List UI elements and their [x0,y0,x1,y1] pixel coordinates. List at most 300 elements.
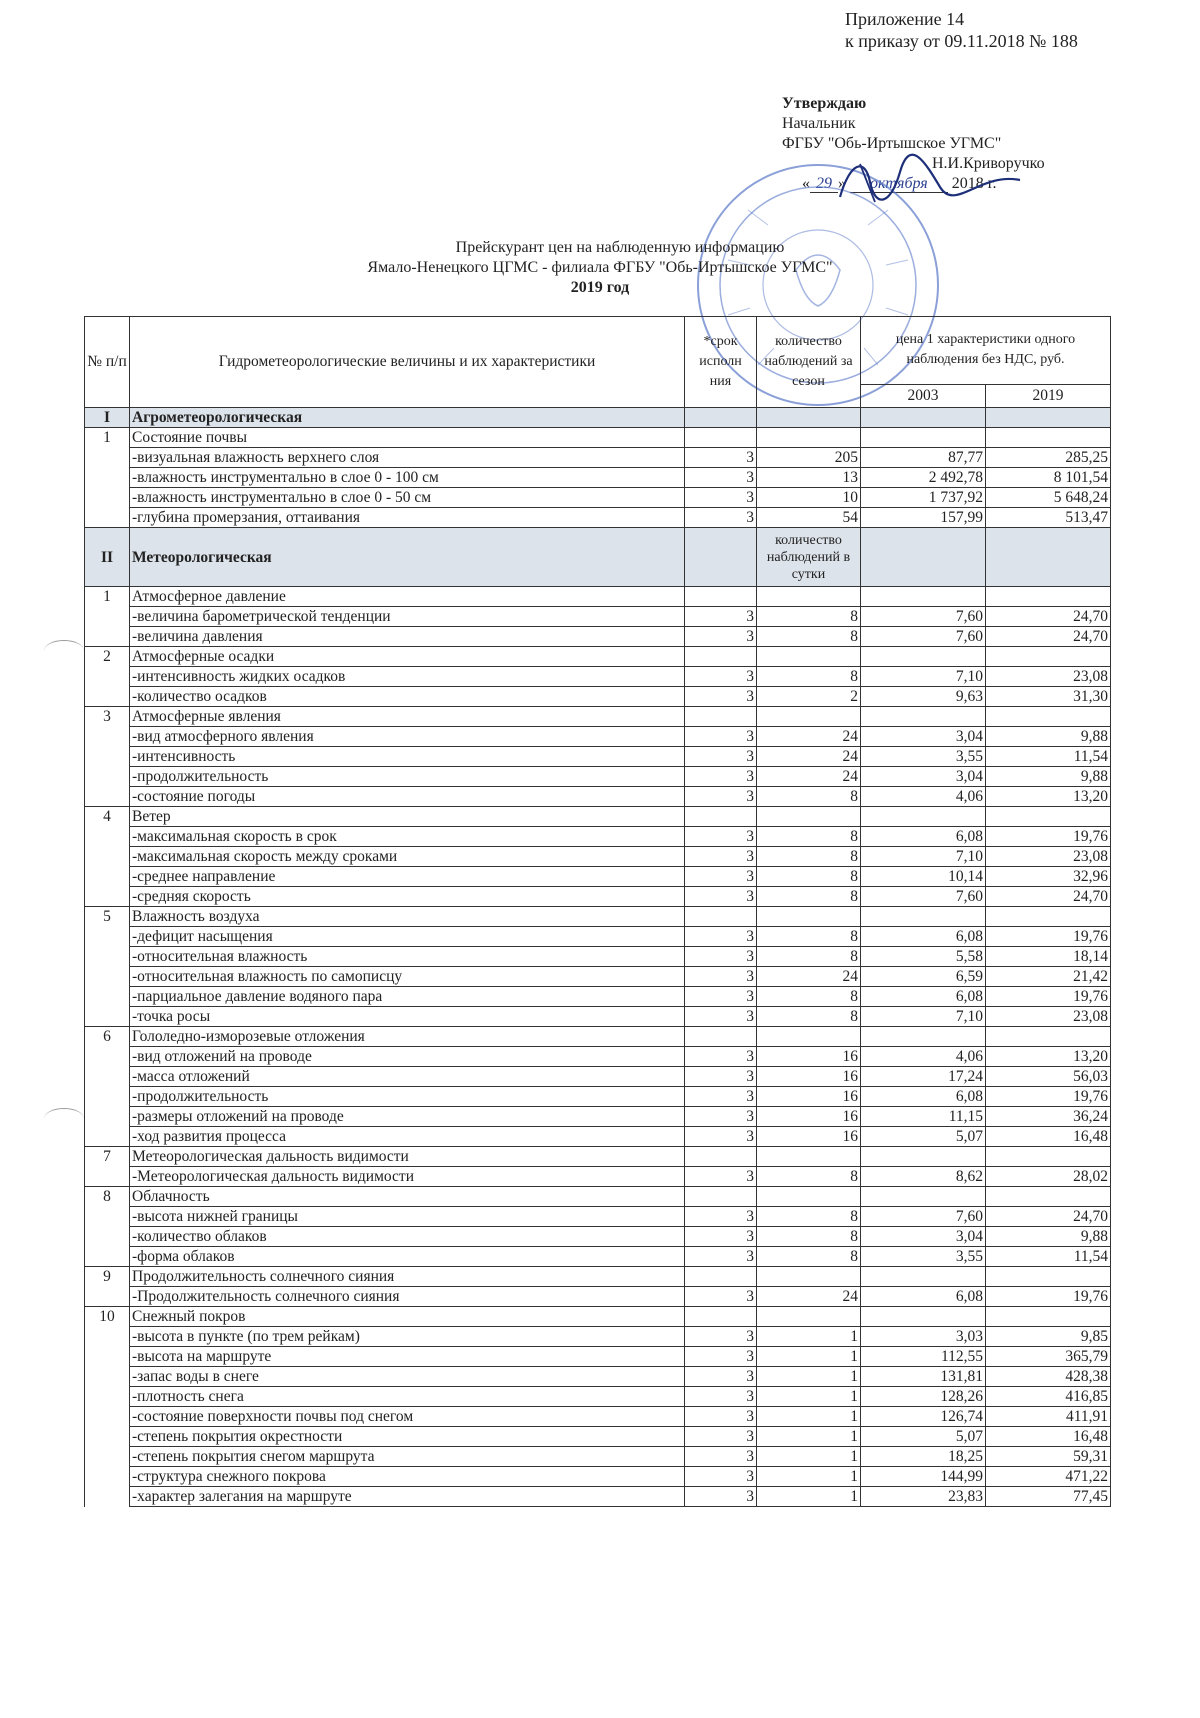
item-count: 16 [757,1067,861,1087]
item-count: 8 [757,607,861,627]
group-empty-cell [986,1027,1111,1047]
item-price-2019: 16,48 [986,1127,1111,1147]
item-name: -парциальное давление водяного пара [130,987,685,1007]
group-row [85,647,1111,667]
item-term: 3 [685,1007,757,1027]
group-empty-cell [861,428,986,448]
title-year: 2019 год [570,279,630,296]
item-term: 3 [685,987,757,1007]
item-name: -форма облаков [130,1247,685,1267]
item-price-2003: 3,04 [861,767,986,787]
item-price-2003: 112,55 [861,1347,986,1367]
item-price-2003: 6,08 [861,987,986,1007]
item-name: -влажность инструментально в слое 0 - 50 см [130,488,685,508]
section-price-empty [861,528,986,587]
item-name: -характер залегания на маршруте [130,1487,685,1507]
group-name: Облачность [130,1187,685,1207]
item-price-2019: 16,48 [986,1427,1111,1447]
item-price-2019: 8 101,54 [986,468,1111,488]
item-name: -относительная влажность [130,947,685,967]
item-term: 3 [685,1407,757,1427]
item-name: -Продолжительность солнечного сияния [130,1287,685,1307]
item-price-2019: 32,96 [986,867,1111,887]
table-row [85,1127,1111,1147]
item-name: -интенсивность жидких осадков [130,667,685,687]
punch-mark [44,1108,84,1129]
group-empty-cell [757,647,861,667]
table-row [85,448,1111,468]
item-price-2019: 23,08 [986,667,1111,687]
table-row [85,488,1111,508]
item-price-2003: 6,08 [861,1087,986,1107]
item-price-2019: 471,22 [986,1467,1111,1487]
item-term: 3 [685,827,757,847]
item-count: 54 [757,508,861,528]
table-row [85,687,1111,707]
item-price-2003: 126,74 [861,1407,986,1427]
section-number: II [85,528,130,587]
item-price-2003: 6,59 [861,967,986,987]
item-count: 24 [757,1287,861,1307]
item-name: -состояние погоды [130,787,685,807]
group-empty-cell [757,1147,861,1167]
table-row [85,1327,1111,1347]
item-count: 24 [757,767,861,787]
table-row [85,1447,1111,1467]
group-empty-cell [861,1307,986,1327]
table-row [85,508,1111,528]
document-title [0,238,1200,298]
table-row [85,1407,1111,1427]
item-number-empty [85,1287,130,1307]
group-name: Атмосферное давление [130,587,685,607]
item-number-empty [85,1407,130,1427]
item-price-2003: 10,14 [861,867,986,887]
item-number-empty [85,1167,130,1187]
item-number-empty [85,448,130,468]
group-empty-cell [685,1147,757,1167]
item-number-empty [85,1447,130,1467]
group-empty-cell [685,807,757,827]
group-name: Гололедно-изморозевые отложения [130,1027,685,1047]
item-term: 3 [685,1207,757,1227]
item-count: 8 [757,627,861,647]
item-count: 1 [757,1347,861,1367]
item-term: 3 [685,627,757,647]
item-term: 3 [685,727,757,747]
section-empty-cell [986,408,1111,428]
item-price-2019: 428,38 [986,1367,1111,1387]
item-term: 3 [685,747,757,767]
item-count: 1 [757,1407,861,1427]
section-number: I [85,408,130,428]
group-name: Атмосферные явления [130,707,685,727]
item-number-empty [85,747,130,767]
item-count: 8 [757,1227,861,1247]
item-term: 3 [685,767,757,787]
item-price-2019: 5 648,24 [986,488,1111,508]
table-row [85,1107,1111,1127]
group-empty-cell [685,1307,757,1327]
table-row [85,468,1111,488]
item-price-2019: 19,76 [986,827,1111,847]
item-name: -средняя скорость [130,887,685,907]
group-empty-cell [861,807,986,827]
header-num: № п/п [85,317,130,408]
item-number-empty [85,687,130,707]
item-price-2019: 19,76 [986,1087,1111,1107]
item-name: -глубина промерзания, оттаивания [130,508,685,528]
item-name: -высота в пункте (по трем рейкам) [130,1327,685,1347]
item-price-2003: 131,81 [861,1367,986,1387]
item-number-empty [85,967,130,987]
section-empty-cell [757,408,861,428]
group-number: 4 [85,807,130,827]
group-name: Метеорологическая дальность видимости [130,1147,685,1167]
group-name: Снежный покров [130,1307,685,1327]
item-term: 3 [685,508,757,528]
group-name: Состояние почвы [130,428,685,448]
header-year-2003: 2003 [861,384,986,407]
group-row [85,1307,1111,1327]
table-row [85,927,1111,947]
group-name: Продолжительность солнечного сияния [130,1267,685,1287]
item-price-2003: 3,03 [861,1327,986,1347]
item-price-2003: 7,10 [861,847,986,867]
item-count: 1 [757,1447,861,1467]
item-name: -масса отложений [130,1067,685,1087]
table-row [85,847,1111,867]
group-empty-cell [685,1187,757,1207]
table-row [85,607,1111,627]
item-name: -состояние поверхности почвы под снегом [130,1407,685,1427]
group-empty-cell [685,707,757,727]
item-name: -запас воды в снеге [130,1367,685,1387]
group-empty-cell [986,1187,1111,1207]
item-price-2019: 285,25 [986,448,1111,468]
section-name: Метеорологическая [130,528,685,587]
group-empty-cell [757,1187,861,1207]
item-number-empty [85,947,130,967]
item-count: 8 [757,1007,861,1027]
item-price-2019: 9,88 [986,727,1111,747]
item-price-2003: 7,60 [861,887,986,907]
item-name: -плотность снега [130,1387,685,1407]
table-row [85,1347,1111,1367]
header-name: Гидрометеорологические величины и их характеристики [130,317,685,408]
item-name: -размеры отложений на проводе [130,1107,685,1127]
section-term-empty [685,528,757,587]
group-row [85,1027,1111,1047]
item-price-2003: 144,99 [861,1467,986,1487]
group-name: Влажность воздуха [130,907,685,927]
item-number-empty [85,1247,130,1267]
item-price-2019: 56,03 [986,1067,1111,1087]
item-price-2003: 4,06 [861,1047,986,1067]
price-table-body [85,317,1111,1507]
item-term: 3 [685,1107,757,1127]
item-price-2019: 24,70 [986,627,1111,647]
item-number-empty [85,1207,130,1227]
group-number: 2 [85,647,130,667]
item-price-2003: 128,26 [861,1387,986,1407]
table-row [85,787,1111,807]
item-count: 8 [757,847,861,867]
item-term: 3 [685,1087,757,1107]
approval-year: 2018 г. [951,175,997,192]
group-empty-cell [861,1187,986,1207]
table-row [85,827,1111,847]
item-term: 3 [685,1367,757,1387]
item-term: 3 [685,1047,757,1067]
item-count: 16 [757,1047,861,1067]
item-price-2003: 3,55 [861,1247,986,1267]
group-empty-cell [986,1267,1111,1287]
item-number-empty [85,627,130,647]
item-name: -ход развития процесса [130,1127,685,1147]
table-row [85,1287,1111,1307]
item-count: 8 [757,667,861,687]
item-price-2003: 157,99 [861,508,986,528]
item-price-2003: 6,08 [861,927,986,947]
item-price-2019: 31,30 [986,687,1111,707]
group-empty-cell [861,1267,986,1287]
item-name: -степень покрытия снегом маршрута [130,1447,685,1467]
item-name: -интенсивность [130,747,685,767]
table-row [85,727,1111,747]
table-row [85,1227,1111,1247]
item-term: 3 [685,468,757,488]
approval-organization: ФГБУ "Обь-Иртышское УГМС" [782,135,1002,152]
item-name: -визуальная влажность верхнего слоя [130,448,685,468]
item-price-2003: 87,77 [861,448,986,468]
item-name: -степень покрытия окрестности [130,1427,685,1447]
item-count: 1 [757,1387,861,1407]
item-number-empty [85,1007,130,1027]
item-price-2019: 28,02 [986,1167,1111,1187]
table-header-row [85,317,1111,385]
item-count: 1 [757,1367,861,1387]
group-number: 1 [85,428,130,448]
item-price-2019: 77,45 [986,1487,1111,1507]
item-name: -максимальная скорость между сроками [130,847,685,867]
group-empty-cell [685,428,757,448]
item-price-2003: 11,15 [861,1107,986,1127]
item-price-2019: 13,20 [986,787,1111,807]
group-number: 7 [85,1147,130,1167]
group-empty-cell [757,707,861,727]
item-number-empty [85,667,130,687]
item-price-2003: 5,07 [861,1127,986,1147]
item-term: 3 [685,1067,757,1087]
approval-position: Начальник [782,115,856,132]
item-count: 16 [757,1087,861,1107]
item-name: -продолжительность [130,767,685,787]
item-number-empty [85,1327,130,1347]
item-term: 3 [685,1327,757,1347]
item-price-2003: 7,60 [861,627,986,647]
group-empty-cell [757,1027,861,1047]
item-name: -относительная влажность по самописцу [130,967,685,987]
item-number-empty [85,1127,130,1147]
item-count: 8 [757,1167,861,1187]
item-price-2003: 3,55 [861,747,986,767]
group-empty-cell [757,1307,861,1327]
appendix-line-1: Приложение 14 [845,9,965,29]
item-count: 10 [757,488,861,508]
item-term: 3 [685,1127,757,1147]
item-term: 3 [685,1227,757,1247]
group-empty-cell [986,1147,1111,1167]
table-row [85,1067,1111,1087]
item-count: 1 [757,1427,861,1447]
item-number-empty [85,1387,130,1407]
item-price-2019: 23,08 [986,1007,1111,1027]
item-count: 16 [757,1127,861,1147]
item-price-2003: 3,04 [861,727,986,747]
item-term: 3 [685,1427,757,1447]
item-price-2019: 416,85 [986,1387,1111,1407]
item-price-2019: 513,47 [986,508,1111,528]
item-term: 3 [685,448,757,468]
item-term: 3 [685,927,757,947]
item-name: -величина барометрической тенденции [130,607,685,627]
table-row [85,627,1111,647]
item-price-2019: 23,08 [986,847,1111,867]
item-number-empty [85,1047,130,1067]
group-empty-cell [986,1307,1111,1327]
group-number: 3 [85,707,130,727]
group-name: Ветер [130,807,685,827]
group-empty-cell [986,428,1111,448]
item-count: 8 [757,1207,861,1227]
header-term: *срок исполн ния [685,317,757,408]
group-number: 8 [85,1187,130,1207]
item-price-2003: 17,24 [861,1067,986,1087]
table-row [85,947,1111,967]
group-row [85,587,1111,607]
section-row [85,408,1111,428]
item-price-2003: 4,06 [861,787,986,807]
item-name: -структура снежного покрова [130,1467,685,1487]
item-name: -точка росы [130,1007,685,1027]
item-number-empty [85,727,130,747]
table-row [85,667,1111,687]
table-row [85,1427,1111,1447]
approval-title: Утверждаю [782,95,867,112]
item-price-2003: 8,62 [861,1167,986,1187]
item-term: 3 [685,787,757,807]
group-empty-cell [986,907,1111,927]
group-empty-cell [685,587,757,607]
item-term: 3 [685,1347,757,1367]
item-number-empty [85,607,130,627]
item-count: 8 [757,887,861,907]
table-row [85,867,1111,887]
group-empty-cell [861,707,986,727]
item-name: -дефицит насыщения [130,927,685,947]
table-row [85,967,1111,987]
table-row [85,1387,1111,1407]
item-term: 3 [685,1287,757,1307]
item-term: 3 [685,887,757,907]
item-number-empty [85,1347,130,1367]
item-name: -влажность инструментально в слое 0 - 100 см [130,468,685,488]
item-term: 3 [685,1447,757,1467]
item-name: -среднее направление [130,867,685,887]
item-term: 3 [685,1487,757,1507]
approval-month: октября [850,175,948,193]
item-count: 1 [757,1327,861,1347]
group-number: 9 [85,1267,130,1287]
item-price-2019: 9,85 [986,1327,1111,1347]
appendix-note [845,8,1078,52]
item-term: 3 [685,687,757,707]
group-empty-cell [757,907,861,927]
group-empty-cell [861,587,986,607]
approval-block: Утверждаю Начальник ФГБУ "Обь-Иртышское УГМС" Н.И.Криворучко « 29 » октября 2018 г. [782,95,1045,192]
item-count: 8 [757,927,861,947]
section-row [85,528,1111,587]
item-number-empty [85,887,130,907]
item-count: 2 [757,687,861,707]
item-number-empty [85,827,130,847]
table-row [85,1087,1111,1107]
item-number-empty [85,488,130,508]
group-row [85,428,1111,448]
item-price-2003: 7,60 [861,1207,986,1227]
item-count: 8 [757,1247,861,1267]
item-price-2003: 6,08 [861,1287,986,1307]
table-row [85,1007,1111,1027]
item-price-2003: 7,10 [861,1007,986,1027]
item-price-2019: 36,24 [986,1107,1111,1127]
group-empty-cell [861,647,986,667]
item-price-2019: 19,76 [986,927,1111,947]
group-number: 1 [85,587,130,607]
item-price-2019: 19,76 [986,987,1111,1007]
item-price-2019: 18,14 [986,947,1111,967]
group-number: 6 [85,1027,130,1047]
item-price-2003: 9,63 [861,687,986,707]
item-count: 8 [757,987,861,1007]
item-term: 3 [685,1247,757,1267]
table-row [85,887,1111,907]
item-price-2019: 21,42 [986,967,1111,987]
item-price-2019: 24,70 [986,887,1111,907]
table-row [85,1487,1111,1507]
item-price-2019: 9,88 [986,767,1111,787]
item-name: -Метеорологическая дальность видимости [130,1167,685,1187]
section-name: Агрометеорологическая [130,408,685,428]
table-row [85,1467,1111,1487]
item-price-2019: 9,88 [986,1227,1111,1247]
item-number-empty [85,468,130,488]
item-number-empty [85,1427,130,1447]
title-line-1: Прейскурант цен на наблюденную информацию [455,239,785,256]
item-number-empty [85,508,130,528]
item-price-2019: 24,70 [986,607,1111,627]
item-count: 1 [757,1487,861,1507]
table-row [85,1167,1111,1187]
group-row [85,907,1111,927]
group-empty-cell [685,1027,757,1047]
item-number-empty [85,1467,130,1487]
table-row [85,1047,1111,1067]
item-number-empty [85,1087,130,1107]
item-count: 24 [757,727,861,747]
header-count: количество наблюдений за сезон [757,317,861,408]
